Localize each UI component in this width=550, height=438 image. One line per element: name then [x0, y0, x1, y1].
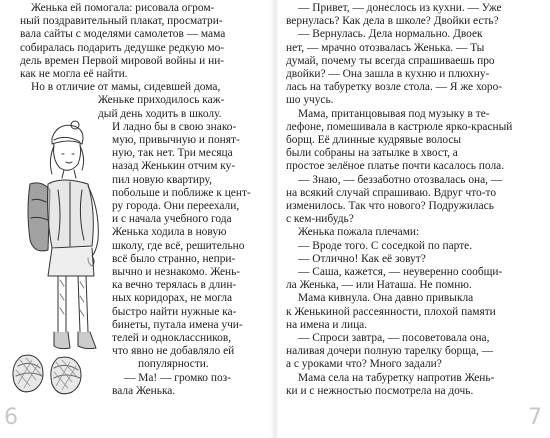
right-line: — Отлично! Как её зовут? [298, 252, 426, 265]
right-line: Мама кивнула. Она давно привыкла [298, 292, 474, 305]
left-line: собиралась подарить дедушке редкую мо- [20, 41, 225, 54]
left-line: дый день ходить в школу. [98, 107, 222, 120]
left-line: быстро найти нужные ка- [112, 305, 237, 318]
right-line: были собраны на затылке в хвост, а [286, 147, 458, 160]
right-line: Женька пожала плечами: [298, 226, 420, 239]
left-line: бинеты, путала имена учи- [112, 318, 243, 331]
left-line: ный поздравительный плакат, просматри- [20, 15, 223, 28]
book-gutter [271, 0, 279, 438]
right-line: ки и с нежностью посмотрела на дочь. [286, 384, 474, 397]
left-line: школу, где всё, решительно [112, 239, 245, 252]
left-line: и с начала учебного года [112, 213, 232, 226]
right-line: — Саша, кажется, — неуверенно сообщи- [298, 266, 503, 278]
left-line: побольше и поближе к цент- [112, 186, 251, 199]
left-page-number: 6 [4, 405, 18, 430]
right-line: — Знаю, — беззаботно отозвалась она, — [298, 173, 503, 186]
left-line: вычно и незнакомо. Жень- [112, 266, 241, 278]
right-line: — Привет, — донеслось из кухни. — Уже [298, 2, 502, 14]
left-line: ка вечно терялась в длин- [112, 279, 237, 292]
left-line: И ладно бы в свою знако- [112, 120, 237, 133]
right-line: думай, почему ты всегда спрашиваешь про [286, 54, 495, 67]
left-line: пил новую квартиру, [112, 173, 212, 186]
right-line: изменилось. Так что нового? Подружилась [286, 200, 494, 212]
right-line: с кем-нибудь? [286, 213, 354, 226]
right-line: на всякий случай спрашиваю. Вдруг что-то [286, 186, 497, 199]
right-line: двойки? — Она зашла в кухню и плюхну- [286, 68, 490, 80]
right-line: наливая дочери полную тарелку борща, — [286, 345, 494, 358]
right-line: Мама села на табуретку напротив Жень- [298, 371, 495, 384]
left-line: всё было странно, непри- [112, 252, 236, 265]
right-line: вернулась? Как дела в школе? Двойки есть? [286, 15, 499, 28]
left-line: Но в отличие от мамы, сидевшей дома, [31, 81, 221, 94]
left-line: ную, так нет. Три месяца [112, 147, 233, 160]
right-line: — Спроси завтра, — посоветовала она, [298, 332, 490, 344]
left-line: назад Женькин отчим ку- [112, 160, 236, 173]
left-line: Женьке приходилось каж- [98, 94, 225, 107]
right-line: к Женькиной рассеянности, плохой памяти [286, 305, 496, 318]
right-line: борщ. Её длинные кудрявые волосы [286, 134, 462, 146]
left-line: мую, привычную и понят- [112, 134, 240, 146]
right-line: лась на табуретку возле стола. — Я же хоро- [286, 81, 503, 94]
left-line: что явно не добавляло ей [112, 345, 235, 358]
right-line: на имена и лица. [286, 318, 368, 331]
left-line: ных коридорах, не могла [112, 292, 233, 305]
right-page-number: 7 [528, 405, 542, 430]
left-line: телей и одноклассников, [112, 332, 232, 344]
left-line: дель времен Первой мировой войны и ни- [20, 54, 225, 67]
left-line-dialogue: — Ма! — громко поз- [124, 371, 231, 384]
left-line: ру города. Они переехали, [112, 200, 240, 212]
right-line: — Вроде того. С соседкой по парте. [298, 239, 473, 252]
left-line: вала сайты с моделями самолетов — мама [20, 28, 226, 41]
right-line: нет, — мрачно отозвалась Женька. — Ты [286, 41, 485, 54]
left-line-dialogue: вала Женька. [112, 384, 176, 397]
right-line: а с уроками что? Много задали? [286, 358, 442, 371]
left-line: как не могла её найти. [20, 68, 128, 80]
right-line: шо учусь. [286, 94, 334, 107]
right-line: — Вернулась. Дела нормально. Двоек [298, 28, 483, 41]
right-line: простое зелёное платье почти касалось пола. [286, 160, 505, 173]
left-line: Женька ей помогала: рисовала огром- [31, 2, 215, 14]
girl-with-backpack-illustration [0, 120, 124, 412]
right-line: лефоне, помешивала в кастрюле ярко-красный [286, 120, 513, 133]
right-line: Мама, пританцовывая под музыку в те- [298, 107, 490, 120]
left-line: популярности. [138, 358, 209, 371]
left-line: Женька ходила в новую [112, 226, 227, 239]
right-line: ла Женька, — или Наташа. Не помню. [286, 279, 472, 292]
